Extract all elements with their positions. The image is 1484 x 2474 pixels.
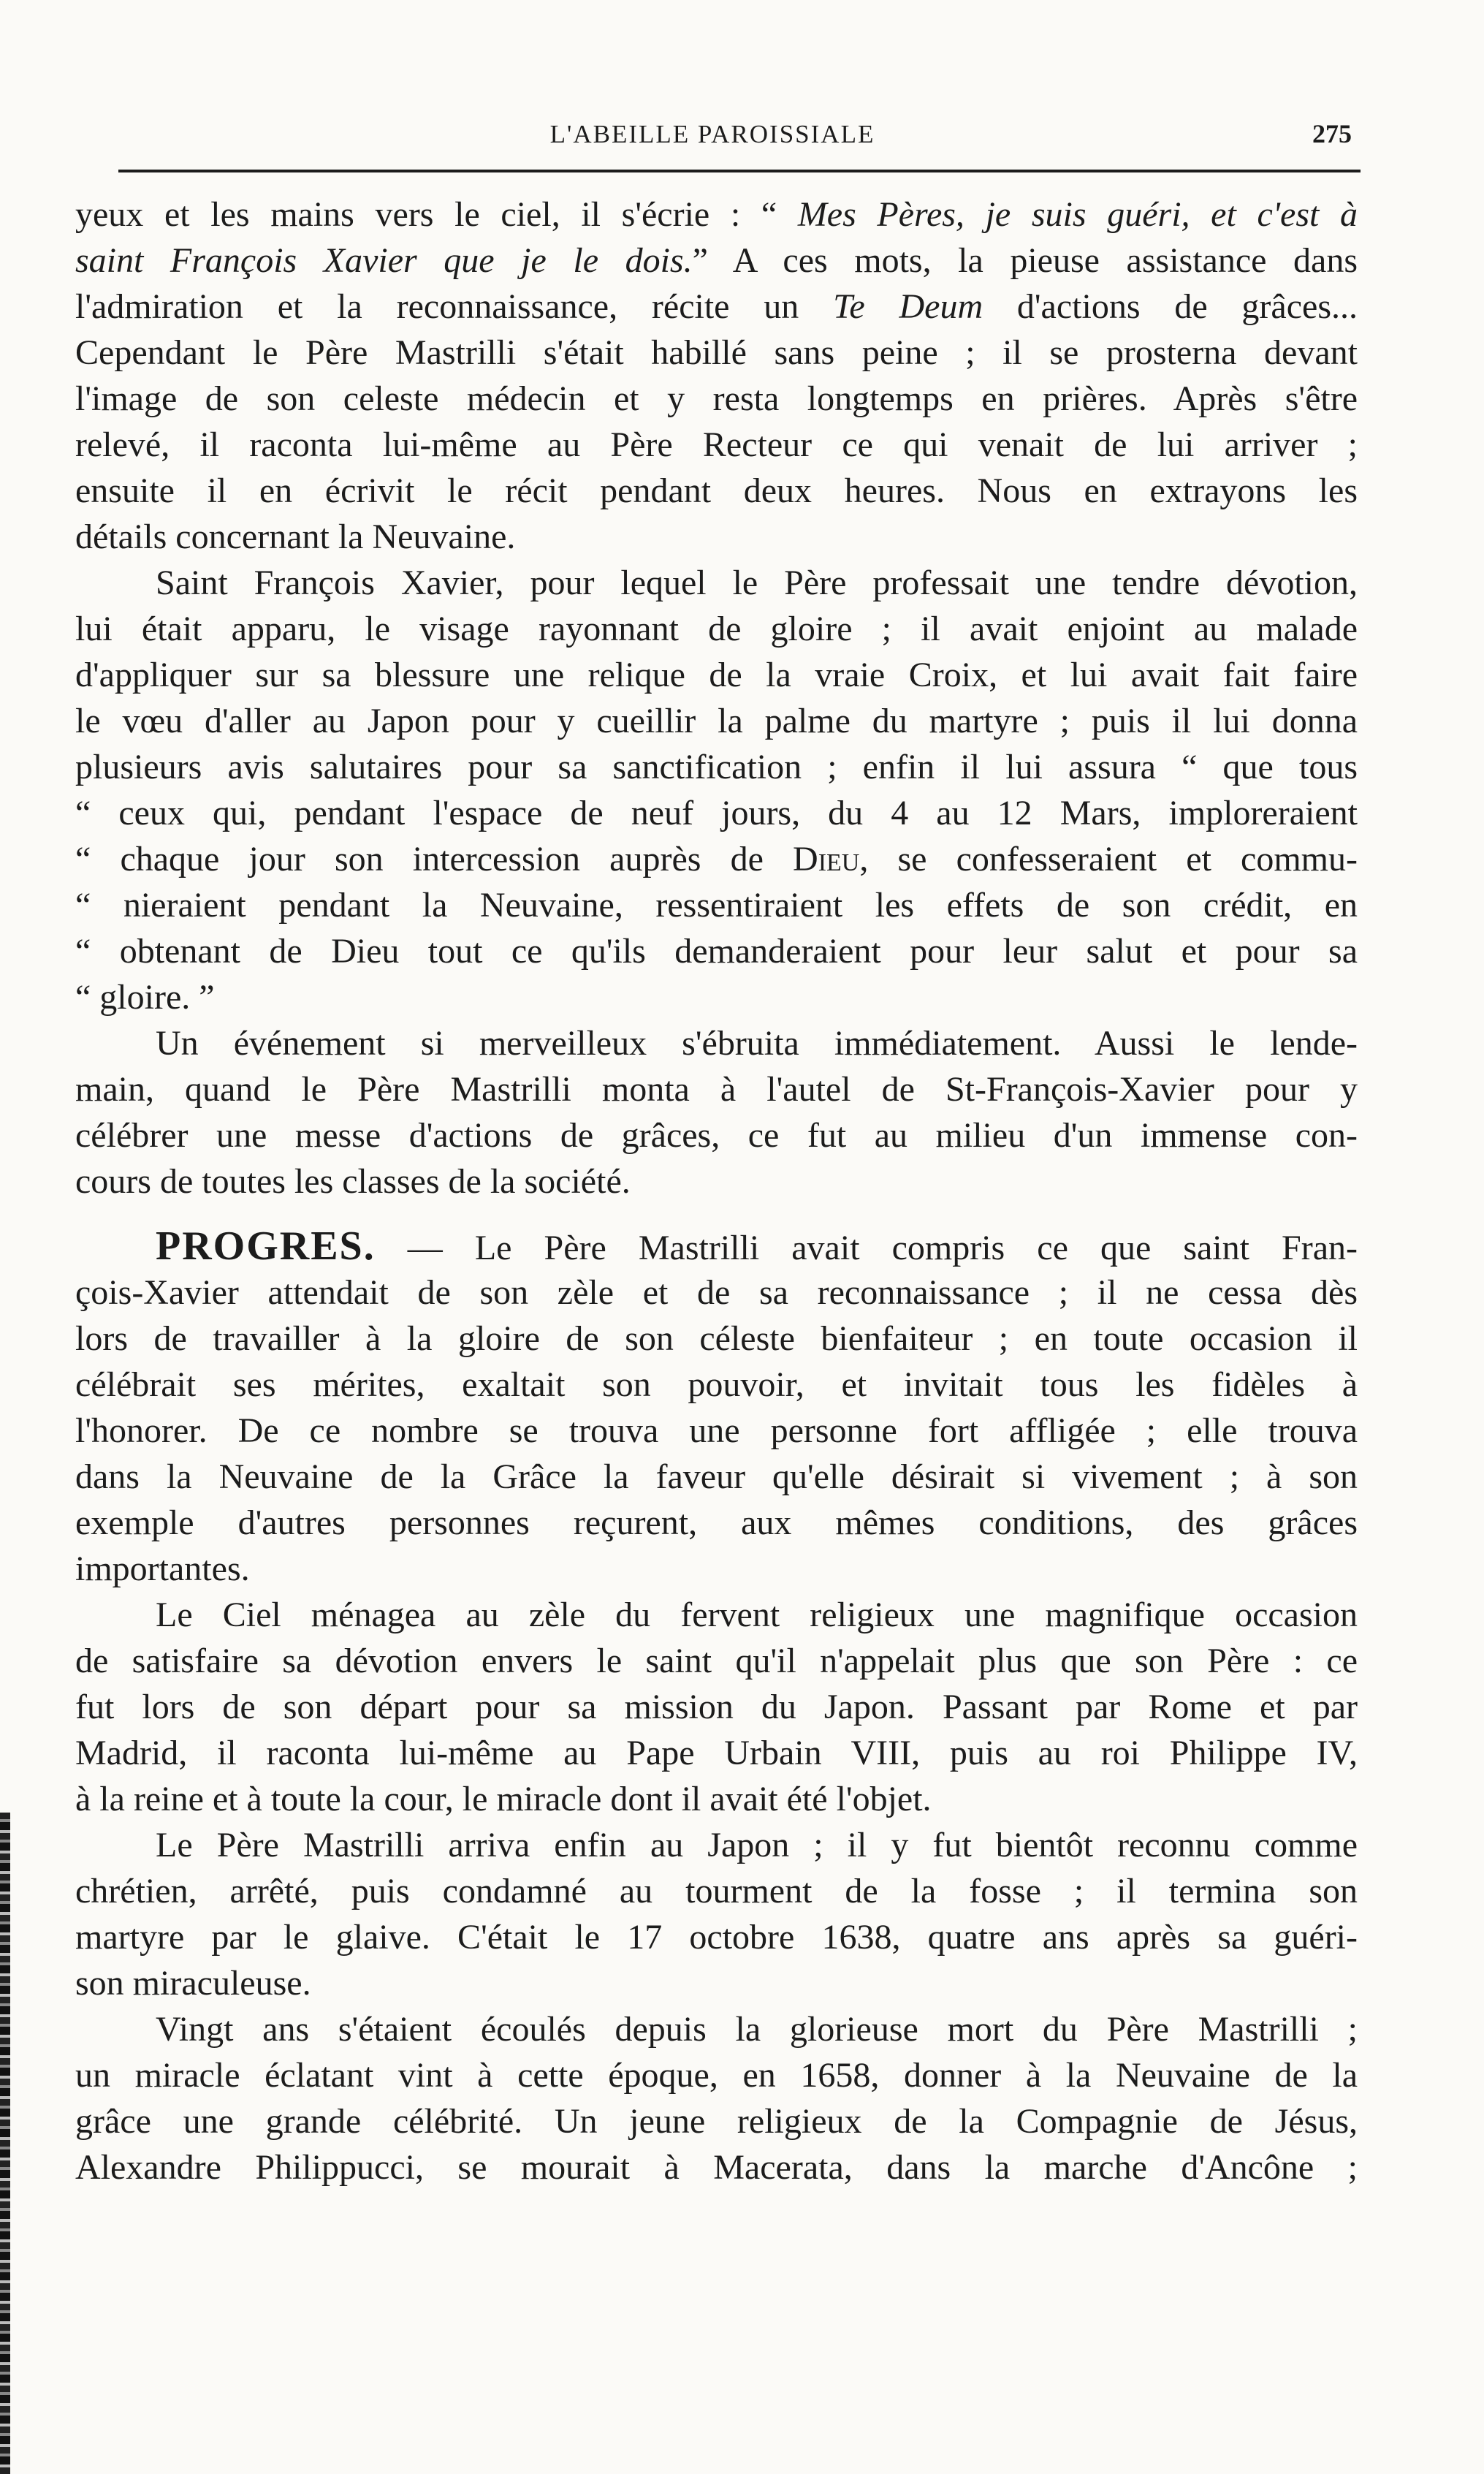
text-line: ensuite il en écrivit le récit pendant deux heures. Nous en extrayons les <box>75 471 1358 510</box>
page-header <box>73 110 1352 153</box>
text-line: Madrid, il raconta lui-même au Pape Urbain VIII, puis au roi Philippe IV, <box>75 1734 1358 1772</box>
text-line: relevé, il raconta lui-même au Père Recteur ce qui venait de lui arriver ; <box>75 425 1358 464</box>
text-line: “ nieraient pendant la Neuvaine, ressentiraient les effets de son crédit, en <box>75 886 1358 925</box>
text-line: chrétien, arrêté, puis condamné au tourment de la fosse ; il termina son <box>75 1872 1358 1910</box>
body-text <box>75 191 1358 2190</box>
text-line: Le Ciel ménagea au zèle du fervent religieux une magnifique occasion <box>156 1595 1358 1634</box>
text-line: cours de toutes les classes de la société. <box>75 1162 631 1201</box>
text-line: Un événement si merveilleux s'ébruita immédiatement. Aussi le lende- <box>156 1024 1358 1063</box>
binding-edge <box>0 1813 10 2474</box>
text-line: “ chaque jour son intercession auprès de Dieu, se confesseraient et commu- <box>75 840 1358 879</box>
text-line: un miracle éclatant vint à cette époque, en 1658, donner à la Neuvaine de la <box>75 2056 1358 2095</box>
text-line: célébrer une messe d'actions de grâces, ce fut au milieu d'un immense con- <box>75 1116 1358 1155</box>
text-line: à la reine et à toute la cour, le miracle dont il avait été l'objet. <box>75 1780 932 1818</box>
text-line: main, quand le Père Mastrilli monta à l'autel de St-François-Xavier pour y <box>75 1070 1358 1109</box>
text-line: son miraculeuse. <box>75 1964 311 2003</box>
text-line: importantes. <box>75 1549 250 1588</box>
page-number: 275 <box>1312 119 1352 148</box>
text-line: d'appliquer sur sa blessure une relique de la vraie Croix, et lui avait fait faire <box>75 656 1358 694</box>
text-line: l'image de son celeste médecin et y resta longtemps en prières. Après s'être <box>75 379 1358 418</box>
text-line: Saint François Xavier, pour lequel le Père professait une tendre dévotion, <box>156 564 1358 602</box>
text-line: “ obtenant de Dieu tout ce qu'ils demanderaient pour leur salut et pour sa <box>75 932 1358 971</box>
text-line: Cependant le Père Mastrilli s'était habillé sans peine ; il se prosterna devant <box>75 333 1358 372</box>
text-line: célébrait ses mérites, exaltait son pouvoir, et invitait tous les fidèles à <box>75 1365 1358 1404</box>
text-line: “ ceux qui, pendant l'espace de neuf jours, du 4 au 12 Mars, imploreraient <box>75 794 1358 832</box>
text-line: Le Père Mastrilli arriva enfin au Japon ; il y fut bientôt reconnu comme <box>156 1826 1358 1864</box>
text-line: Alexandre Philippucci, se mourait à Macerata, dans la marche d'Ancône ; <box>75 2148 1358 2187</box>
running-title: L'ABEILLE PAROISSIALE <box>549 120 875 148</box>
text-line: “ gloire. ” <box>75 978 215 1017</box>
text-line: plusieurs avis salutaires pour sa sanctification ; enfin il lui assura “ que tous <box>75 748 1358 786</box>
section-heading-line: PROGRES. — Le Père Mastrilli avait compris ce que saint Fran- <box>156 1223 1358 1269</box>
text-line: saint François Xavier que je le dois.” A ces mots, la pieuse assistance dans <box>75 241 1358 280</box>
text-line: lui était apparu, le visage rayonnant de gloire ; il avait enjoint au malade <box>75 610 1358 648</box>
text-line: çois-Xavier attendait de son zèle et de sa reconnaissance ; il ne cessa dès <box>75 1273 1358 1312</box>
text-line: le vœu d'aller au Japon pour y cueillir la palme du martyre ; puis il lui donna <box>75 702 1358 740</box>
section-title: PROGRES. <box>156 1223 376 1269</box>
text-line: lors de travailler à la gloire de son céleste bienfaiteur ; en toute occasion il <box>75 1319 1358 1358</box>
text-line: de satisfaire sa dévotion envers le saint qu'il n'appelait plus que son Père : ce <box>75 1642 1358 1680</box>
text-line: Vingt ans s'étaient écoulés depuis la glorieuse mort du Père Mastrilli ; <box>156 2010 1358 2049</box>
text-line: l'admiration et la reconnaissance, récite un Te Deum d'actions de grâces... <box>75 287 1358 326</box>
text-line: l'honorer. De ce nombre se trouva une personne fort affligée ; elle trouva <box>75 1411 1358 1450</box>
text-line: yeux et les mains vers le ciel, il s'écrie : “ Mes Pères, je suis guéri, et c'est à <box>75 195 1358 234</box>
header-rule <box>118 170 1361 172</box>
text-line: martyre par le glaive. C'était le 17 octobre 1638, quatre ans après sa guéri- <box>75 1918 1358 1957</box>
text-line: fut lors de son départ pour sa mission du Japon. Passant par Rome et par <box>75 1688 1358 1726</box>
text-line: exemple d'autres personnes reçurent, aux mêmes conditions, des grâces <box>75 1503 1358 1542</box>
text-line: détails concernant la Neuvaine. <box>75 517 516 556</box>
text-line: dans la Neuvaine de la Grâce la faveur qu'elle désirait si vivement ; à son <box>75 1457 1358 1496</box>
text-line: grâce une grande célébrité. Un jeune religieux de la Compagnie de Jésus, <box>75 2102 1358 2141</box>
